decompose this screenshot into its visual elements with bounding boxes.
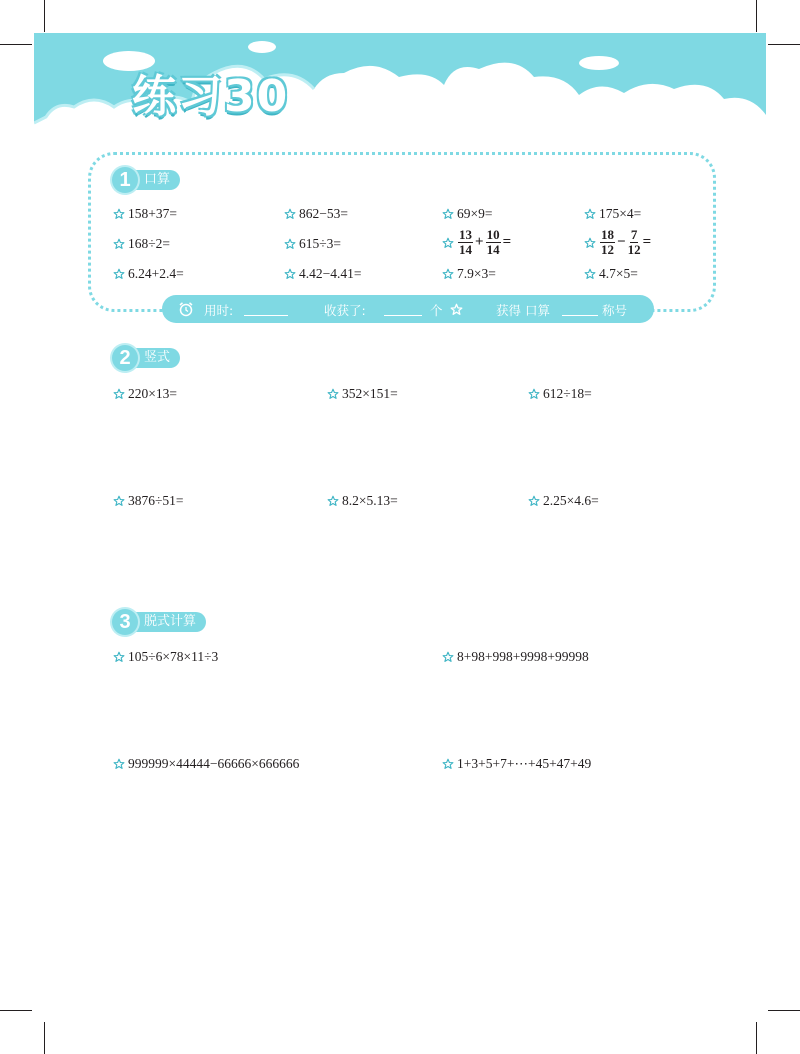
oral-problem: 69×9= bbox=[442, 206, 492, 222]
oral-problem: 862−53= bbox=[284, 206, 348, 222]
oral-problem: 4.42−4.41= bbox=[284, 266, 361, 282]
star-icon bbox=[327, 495, 339, 507]
vertical-problem: 352×151= bbox=[327, 386, 398, 402]
vertical-problem: 612÷18= bbox=[528, 386, 592, 402]
harvest-blank bbox=[384, 303, 422, 316]
harvest-unit: 个 bbox=[430, 303, 443, 318]
star-icon bbox=[584, 237, 596, 249]
crop-mark bbox=[768, 44, 800, 45]
star-icon bbox=[113, 758, 125, 770]
section-title: 脱式计算 bbox=[130, 612, 206, 632]
vertical-problem: 8.2×5.13= bbox=[327, 493, 398, 509]
time-used-blank bbox=[244, 303, 288, 316]
oral-problem: 615÷3= bbox=[284, 236, 341, 252]
crop-mark bbox=[756, 0, 757, 32]
star-icon bbox=[113, 238, 125, 250]
fraction: $\frac{10}{14}$ bbox=[486, 227, 500, 257]
star-icon bbox=[450, 303, 463, 316]
star-icon bbox=[113, 388, 125, 400]
section-label-stepwise bbox=[112, 610, 206, 634]
oral-problem: 175×4= bbox=[584, 206, 641, 222]
star-icon bbox=[442, 268, 454, 280]
section-label-vertical bbox=[112, 346, 180, 370]
alarm-clock-icon bbox=[178, 301, 194, 317]
section-title: 口算 bbox=[130, 170, 180, 190]
star-icon bbox=[528, 388, 540, 400]
crop-mark bbox=[0, 44, 32, 45]
crop-mark bbox=[768, 1010, 800, 1011]
star-icon bbox=[584, 208, 596, 220]
crop-mark bbox=[0, 1010, 32, 1011]
fraction: $\frac{7}{12}$ bbox=[627, 227, 641, 257]
page-title: 练习30 bbox=[132, 71, 290, 122]
star-icon bbox=[442, 651, 454, 663]
stats-bar bbox=[162, 295, 654, 323]
star-icon bbox=[113, 268, 125, 280]
crop-mark bbox=[44, 1022, 45, 1054]
star-icon bbox=[284, 238, 296, 250]
star-icon bbox=[284, 268, 296, 280]
star-icon bbox=[442, 237, 454, 249]
award-title-word: 称号 bbox=[602, 303, 628, 318]
vertical-problem: 3876÷51= bbox=[113, 493, 184, 509]
star-icon bbox=[442, 758, 454, 770]
fraction: $\frac{13}{14}$ bbox=[459, 227, 472, 257]
star-icon bbox=[584, 268, 596, 280]
section-number: 1 bbox=[112, 167, 138, 193]
section-title: 竖式 bbox=[130, 348, 180, 368]
award-blank bbox=[562, 303, 598, 316]
oral-problem-fraction: $\frac{13}{14}$ + $\frac{10}{14}$ = bbox=[442, 228, 512, 257]
star-icon bbox=[113, 495, 125, 507]
oral-problem: 4.7×5= bbox=[584, 266, 638, 282]
oral-problem-fraction: $\frac{18}{12}$ − $\frac{7}{12}$ = bbox=[584, 228, 652, 257]
award-label: 获得 口算 bbox=[496, 303, 550, 318]
oral-problem: 7.9×3= bbox=[442, 266, 496, 282]
stepwise-problem: 105÷6×78×11÷3 bbox=[113, 649, 218, 665]
star-icon bbox=[442, 208, 454, 220]
stepwise-problem: 8+98+998+9998+99998 bbox=[442, 649, 589, 665]
section-number: 2 bbox=[112, 345, 138, 371]
section-label-oral bbox=[112, 168, 180, 192]
star-icon bbox=[327, 388, 339, 400]
oral-problem: 168÷2= bbox=[113, 236, 170, 252]
crop-mark bbox=[44, 0, 45, 32]
star-icon bbox=[113, 208, 125, 220]
section-number: 3 bbox=[112, 609, 138, 635]
stepwise-problem: 999999×44444−66666×666666 bbox=[113, 756, 299, 772]
harvest-label: 收获了: bbox=[324, 303, 366, 318]
star-icon bbox=[113, 651, 125, 663]
star-icon bbox=[528, 495, 540, 507]
time-used-label: 用时: bbox=[204, 303, 234, 318]
stepwise-problem: 1+3+5+7+⋯+45+47+49 bbox=[442, 756, 591, 772]
vertical-problem: 220×13= bbox=[113, 386, 177, 402]
oral-problem: 158+37= bbox=[113, 206, 177, 222]
star-icon bbox=[284, 208, 296, 220]
crop-mark bbox=[756, 1022, 757, 1054]
oral-problem: 6.24+2.4= bbox=[113, 266, 184, 282]
fraction: $\frac{18}{12}$ bbox=[601, 227, 614, 257]
vertical-problem: 2.25×4.6= bbox=[528, 493, 599, 509]
